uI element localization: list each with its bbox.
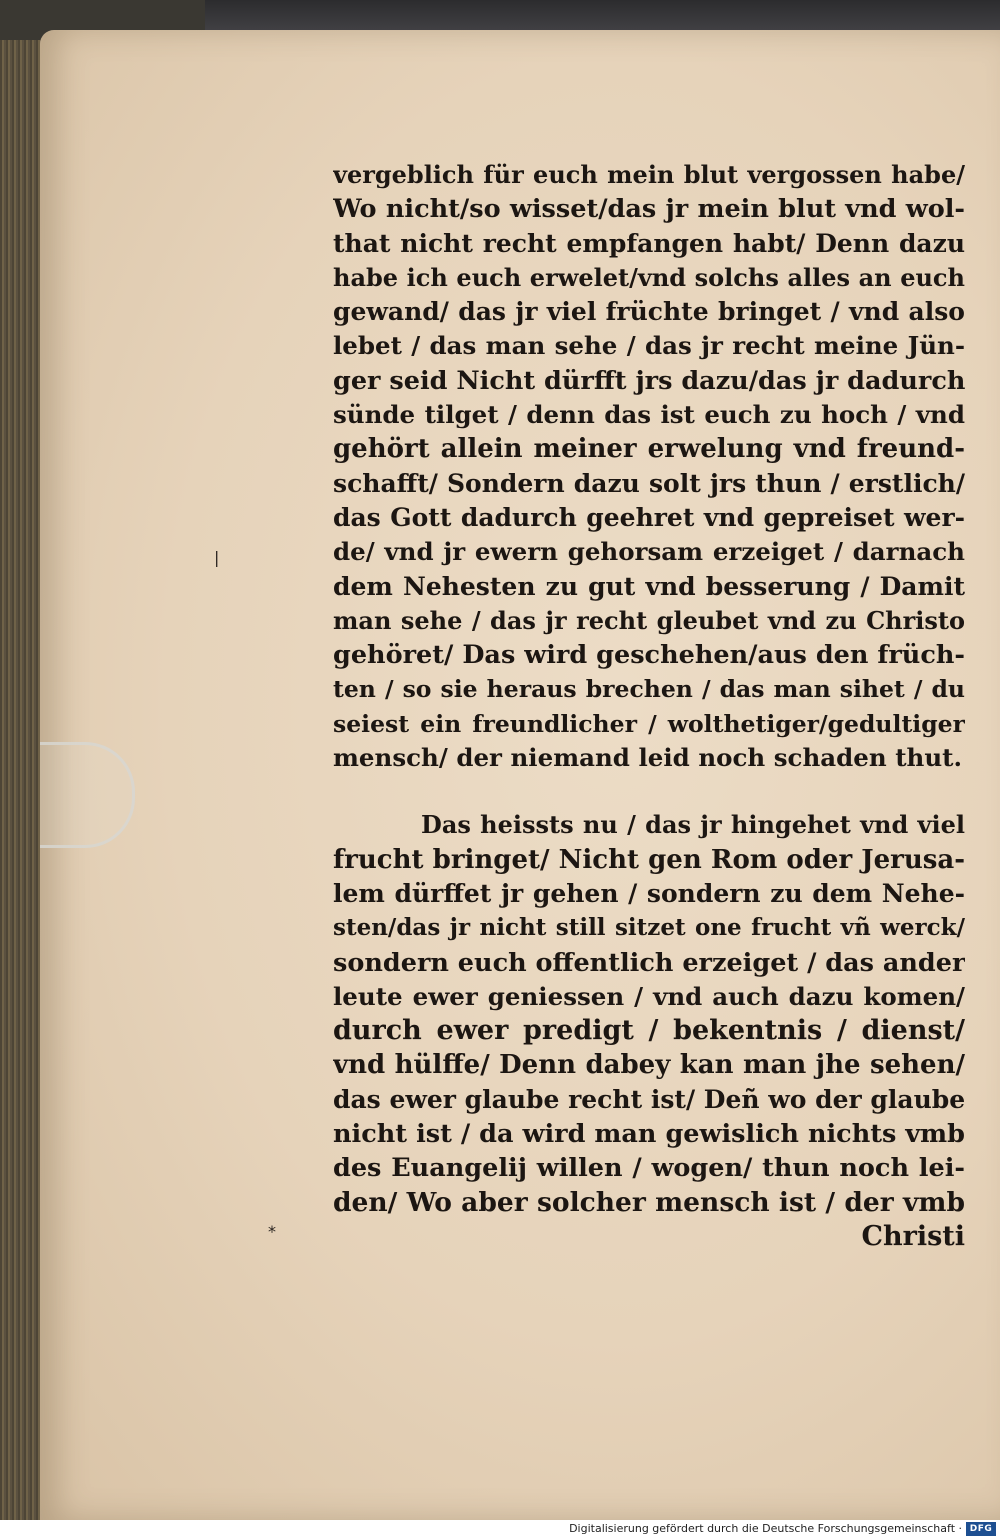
text-line: des Euangelij willen / wogen/ thun noch lei-	[333, 1153, 965, 1184]
margin-mark: |	[214, 548, 220, 567]
funding-notice: Digitalisierung gefördert durch die Deutsche Forschungsgemeinschaft ·	[569, 1522, 962, 1535]
text-line: ten / so sie heraus brechen / das man sihet / du	[333, 675, 965, 704]
text-line: sten/das jr nicht still sitzet one frucht vñ werck/	[333, 914, 965, 942]
text-line: dem Nehesten zu gut vnd besserung / Damit	[333, 571, 965, 601]
text-line: de/ vnd jr ewern gehorsam erzeiget / darnach	[333, 537, 965, 567]
catchword: Christi	[861, 1220, 965, 1252]
text-line: mensch/ der niemand leid noch schaden thut.	[333, 743, 962, 773]
dfg-logo-icon: DFG	[966, 1522, 996, 1536]
text-line: durch ewer predigt / bekentnis / dienst/	[333, 1015, 965, 1047]
text-line: sondern euch offentlich erzeiget / das ander	[333, 947, 965, 978]
footer-bar	[0, 1520, 1000, 1539]
text-line: ger seid Nicht dürfft jrs dazu/das jr dadurch	[333, 365, 965, 396]
text-line: lem dürffet jr gehen / sondern zu dem Nehe-	[333, 878, 965, 908]
text-line: habe ich euch erwelet/vnd solchs alles an euch	[333, 262, 965, 292]
main-text	[333, 158, 965, 1254]
text-line: das Gott dadurch geehret vnd gepreiset wer-	[333, 502, 965, 532]
text-line: gehöret/ Das wird geschehen/aus den früch-	[333, 640, 965, 671]
text-line: that nicht recht empfangen habt/ Denn dazu	[333, 228, 965, 258]
text-line: seiest ein freundlicher / wolthetiger/gedultiger	[333, 709, 965, 738]
text-line: sünde tilget / denn das ist euch zu hoch / vnd	[333, 400, 965, 430]
page-clip	[40, 742, 135, 848]
text-line: nicht ist / da wird man gewislich nichts vmb	[333, 1119, 965, 1150]
text-line: lebet / das man sehe / das jr recht meine Jün-	[333, 331, 965, 361]
text-line: gehört allein meiner erwelung vnd freund-	[333, 434, 965, 465]
paragraph-gap	[333, 775, 965, 808]
text-line: Das heissts nu / das jr hingehet vnd viel	[421, 810, 965, 840]
text-line: vnd hülffe/ Denn dabey kan man jhe sehen/	[333, 1050, 965, 1081]
text-line: das ewer glaube recht ist/ Deñ wo der glaube	[333, 1084, 965, 1114]
margin-mark: *	[268, 1222, 276, 1241]
text-line: den/ Wo aber solcher mensch ist / der vmb	[333, 1186, 965, 1218]
text-line: vergeblich für euch mein blut vergossen habe/	[333, 160, 965, 189]
text-line: schafft/ Sondern dazu solt jrs thun / erstlich/	[333, 468, 965, 498]
text-line: leute ewer geniessen / vnd auch dazu komen/	[333, 981, 965, 1011]
text-line: Wo nicht/so wisset/das jr mein blut vnd wol-	[333, 194, 965, 225]
text-line: frucht bringet/ Nicht gen Rom oder Jerusa-	[333, 844, 965, 875]
text-line: gewand/ das jr viel früchte bringet / vnd also	[333, 297, 965, 327]
text-line: man sehe / das jr recht gleubet vnd zu Christo	[333, 605, 965, 635]
